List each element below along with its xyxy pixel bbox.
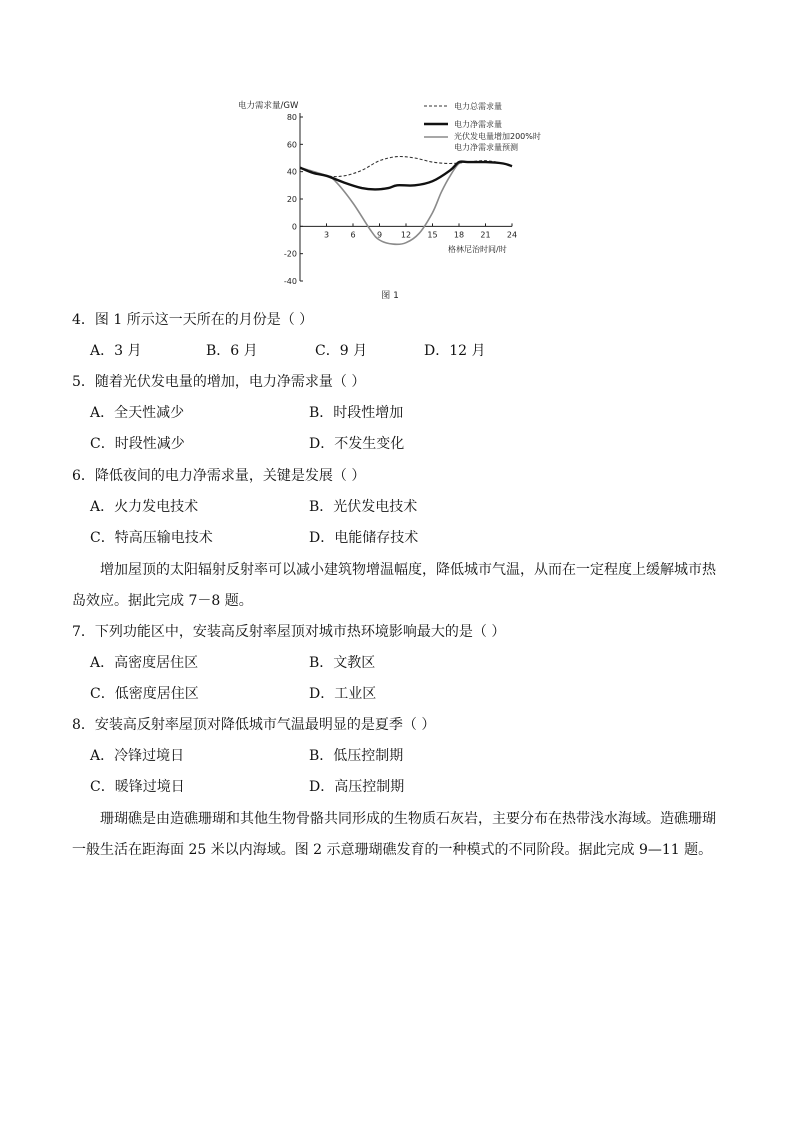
question-6-stem: 6．降低夜间的电力净需求量，关键是发展（ ） [72, 468, 366, 484]
x-tick-label-2: 9 [376, 230, 383, 240]
x-tick-label-1: 6 [350, 230, 356, 240]
q8-option-d: D．高压控制期 [309, 779, 405, 795]
y-tick-label-6: -40 [283, 277, 297, 286]
q8-option-b: B．低压控制期 [309, 748, 404, 764]
x-tick-label-5: 18 [453, 230, 465, 240]
q4-option-b: B．6 月 [206, 343, 258, 359]
y-tick-label-1: 60 [286, 140, 297, 150]
q8-option-a: A．冷锋过境日 [90, 748, 185, 764]
q5-option-d: D．不发生变化 [309, 436, 405, 452]
x-tick-label-7: 24 [506, 230, 518, 240]
y-tick-label-2: 40 [286, 167, 297, 177]
question-7-stem: 7．下列功能区中，安装高反射率屋顶对城市热环境影响最大的是（ ） [72, 624, 506, 640]
q5-option-a: A．全天性减少 [90, 405, 185, 421]
q4-option-d: D．12 月 [424, 343, 486, 359]
passage-7-8: 增加屋顶的太阳辐射反射率可以减小建筑物增温幅度，降低城市气温，从而在一定程度上缓解城市热岛效应。据此完成 7－8 题。 [72, 562, 716, 609]
y-tick-label-4: 0 [291, 222, 297, 232]
q7-option-c: C．低密度居住区 [90, 686, 199, 702]
q5-option-b: B．时段性增加 [309, 405, 404, 421]
x-tick-label-0: 3 [323, 230, 330, 240]
q4-option-a: A．3 月 [90, 343, 142, 359]
q7-option-d: D．工业区 [309, 686, 377, 702]
x-axis-title: 格林尼治时间/时 [448, 245, 507, 254]
series-line-dashed [300, 157, 512, 177]
x-tick-label-3: 12 [400, 230, 412, 240]
q6-option-b: B．光伏发电技术 [309, 499, 418, 515]
legend-label-forecast-2: 电力净需求量预测 [454, 143, 518, 152]
y-tick-label-3: 20 [286, 195, 297, 204]
q7-option-a: A．高密度居住区 [90, 655, 199, 671]
y-axis-title: 电力需求量/GW [238, 101, 299, 111]
question-5-stem: 5．随着光伏发电量的增加，电力净需求量（ ） [72, 374, 366, 390]
q8-option-c: C．暖锋过境日 [90, 779, 185, 795]
figure-caption: 图 1 [381, 291, 399, 301]
x-tick-label-6: 21 [480, 230, 491, 240]
question-4-stem: 4．图 1 所示这一天所在的月份是（ ） [72, 312, 314, 328]
series-line-thick [300, 161, 512, 189]
y-tick-label-5: -20 [283, 249, 297, 259]
question-8-stem: 8．安装高反射率屋顶对降低城市气温最明显的是夏季（ ） [72, 717, 436, 733]
q5-option-c: C．时段性减少 [90, 436, 185, 452]
q4-option-c: C．9 月 [315, 343, 368, 359]
legend-label-forecast-1: 光伏发电量增加200%时 [454, 132, 541, 141]
q7-option-b: B．文教区 [309, 655, 376, 671]
legend-label-net: 电力净需求量 [454, 120, 502, 129]
legend-label-total: 电力总需求量 [454, 102, 502, 111]
legend [424, 101, 541, 152]
q6-option-c: C．特高压输电技术 [90, 530, 213, 546]
q6-option-a: A．火力发电技术 [90, 499, 199, 515]
figure-1-chart [230, 92, 550, 306]
x-tick-label-4: 15 [427, 230, 438, 240]
passage-9-11: 珊瑚礁是由造礁珊瑚和其他生物骨骼共同形成的生物质石灰岩，主要分布在热带浅水海域。造礁珊瑚一般生活在距海面 25 米以内海域。图 2 示意珊瑚礁发育的一种模式的不同阶段。据此完成 9—11 题。 [72, 811, 716, 858]
power-demand-chart [230, 92, 550, 306]
y-tick-label-0: 80 [286, 113, 297, 122]
q6-option-d: D．电能储存技术 [309, 530, 419, 546]
